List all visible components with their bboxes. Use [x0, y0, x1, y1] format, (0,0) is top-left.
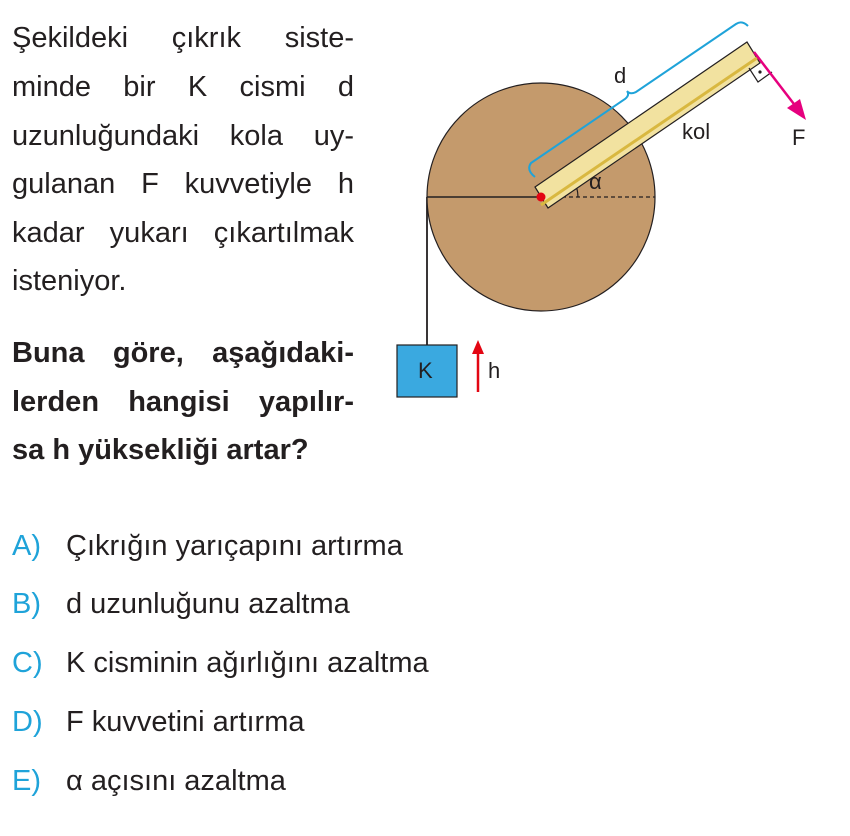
option-letter: A) [12, 530, 41, 562]
stem-line: gulanan F kuvvetiyle h [12, 168, 354, 200]
option-e[interactable] [12, 763, 286, 799]
right-angle-dot [758, 70, 761, 73]
pivot-point [537, 193, 546, 202]
option-text: Çıkrığın yarıçapını artırma [66, 530, 403, 562]
option-text: d uzunluğunu azaltma [66, 588, 350, 620]
stem-line: kadar yukarı çıkartılmak [12, 217, 354, 249]
option-text: α açısını azaltma [66, 765, 286, 797]
h-arrowhead [472, 340, 484, 354]
question-line: lerden hangisi yapılır- [12, 386, 354, 418]
question-line: sa h yüksekliği artar? [12, 434, 309, 466]
option-letter: E) [12, 765, 41, 797]
label-d: d [614, 63, 627, 88]
option-c[interactable] [12, 645, 429, 681]
label-alpha: α [589, 169, 602, 194]
label-f: F [792, 125, 806, 150]
option-a[interactable] [12, 528, 403, 564]
question-line: Buna göre, aşağıdaki- [12, 337, 354, 369]
option-text: K cisminin ağırlığını azaltma [66, 647, 429, 679]
stem-line: minde bir K cismi d [12, 71, 354, 103]
winch-diagram [360, 0, 840, 430]
label-kol: kol [682, 119, 711, 144]
option-letter: B) [12, 588, 41, 620]
force-arrowhead [787, 99, 806, 120]
option-letter: D) [12, 706, 43, 738]
label-k: K [418, 358, 433, 383]
label-h: h [488, 358, 501, 383]
option-letter: C) [12, 647, 43, 679]
option-d[interactable] [12, 704, 305, 740]
stem-line: Şekildeki çıkrık siste- [12, 22, 354, 54]
option-text: F kuvvetini artırma [66, 706, 305, 738]
stem-line: uzunluğundaki kola uy- [12, 120, 354, 152]
option-b[interactable] [12, 586, 350, 622]
stem-line: isteniyor. [12, 265, 127, 297]
